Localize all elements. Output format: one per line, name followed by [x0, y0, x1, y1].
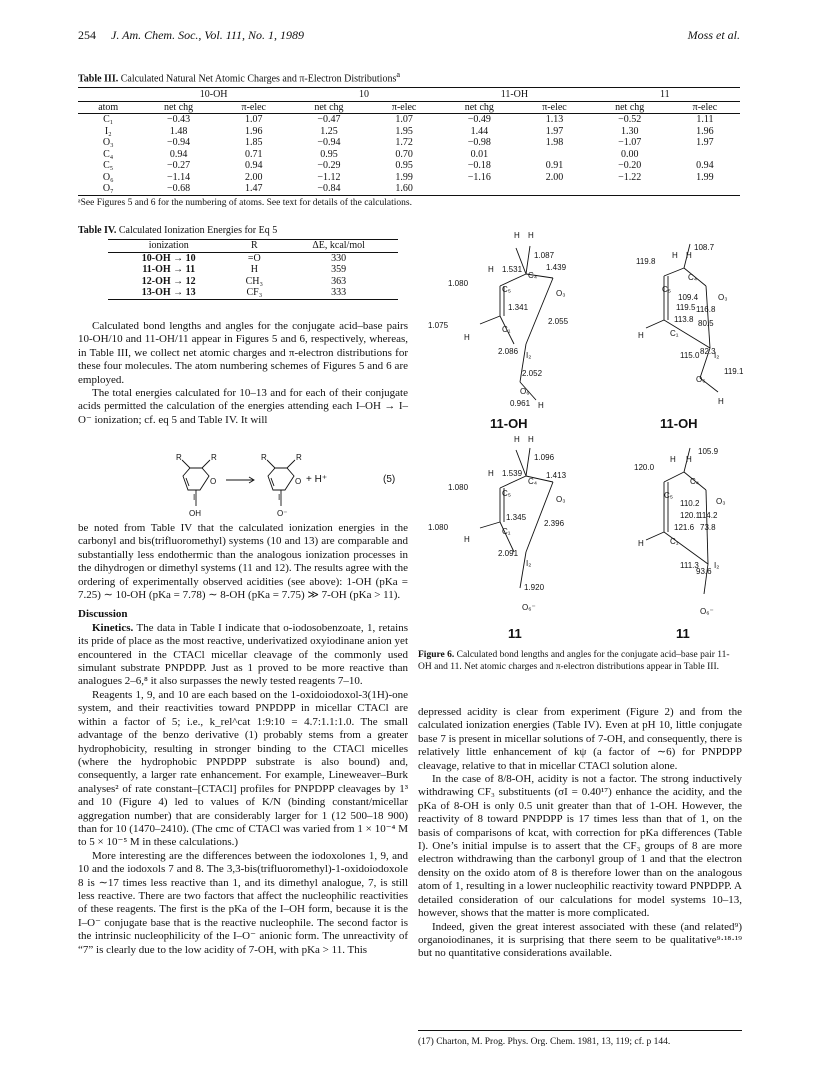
structure-label: H [528, 435, 534, 444]
structure-label: 1.345 [506, 513, 527, 522]
figure-6-caption: Figure 6. Calculated bond lengths and angles for the conjugate acid–base pair 11-OH and 11. Net atomic charges and π-electron distributions appear in Table III. [418, 650, 730, 672]
structure-label: C₅ [664, 491, 673, 500]
value-cell [519, 183, 589, 195]
value-cell: 1.30 [620, 125, 639, 137]
structure-title: 11-OH [490, 416, 528, 431]
value-cell: −0.94 [317, 137, 341, 149]
value-cell: 1.25 [320, 125, 338, 137]
value-cell: 13-OH → 13 [108, 287, 229, 299]
value-cell: 1.60 [369, 183, 439, 195]
structure-title: 11-OH [660, 416, 698, 431]
paragraph: In the case of 8/8-OH, acidity is not a factor. The strong inductively withdrawing CF₃ substituents (σI = 0.40¹⁷) enhance the acidity, and the pKa of 8-OH is only 0.5 unit greater than that of 1-OH. However, the reactivity of 8 toward PNPDPP is 17 times less than that of 1, on the basis of comparisons of kcat, with correction for pKa differences (Table I). One’s initial impulse is to assert that the CF₃ groups of 8 are more electron withdrawing than the carbonyl group of 1 and that the electron density on the oxido atom of 8 is therefore lower than on the analogous atom of 1, resulting in a lower nucleophilic reactivity toward PNPDPP. A detailed consideration of our calculations for model systems 10–13, however, shows that the matter is more complicated. [418, 773, 742, 920]
value-cell: 0.01 [470, 148, 489, 160]
structure-label: H [514, 435, 520, 444]
table-4 [78, 224, 408, 300]
structure-label: C₁ [670, 329, 679, 338]
value-cell: 1.13 [545, 114, 564, 126]
col-header: net chg [590, 101, 670, 114]
structure-label: 2.055 [548, 317, 569, 326]
eq-i: I [193, 493, 196, 502]
structure-label: 1.439 [546, 263, 567, 272]
structure-label: C₄ [688, 273, 698, 282]
eq-oh: OH [189, 509, 201, 518]
structure-label: 1.920 [524, 583, 545, 592]
value-cell [590, 183, 670, 195]
value-cell: 1.97 [696, 137, 714, 149]
value-cell: −0.84 [289, 183, 369, 195]
col-header: atom [78, 101, 138, 114]
structure-label: O₃ [716, 497, 726, 506]
value-cell: CH₃ [245, 275, 264, 287]
table-3-footnote: ᵃSee Figures 5 and 6 for the numbering of atoms. See text for details of the calculations. [78, 197, 412, 208]
structure-label: H [638, 331, 644, 340]
structure-label: 119.5 [676, 303, 696, 312]
left-column-top [78, 320, 408, 427]
value-cell: 1.72 [395, 137, 413, 149]
col-header: net chg [138, 101, 218, 114]
value-cell [670, 183, 740, 195]
value-cell: 2.00 [245, 171, 263, 183]
value-cell: 333 [279, 287, 398, 299]
running-header [78, 28, 740, 43]
structure-label: 82.3 [700, 347, 716, 356]
structure-label: 116.8 [696, 305, 716, 314]
atom-cell: O₇ [78, 183, 138, 195]
structure-label: H [718, 397, 724, 406]
value-cell: −1.16 [467, 171, 491, 183]
table-row [78, 183, 740, 195]
col-header: net chg [439, 101, 519, 114]
table-row [78, 114, 740, 126]
value-cell: −0.47 [317, 114, 341, 126]
structure-label: C₅ [502, 285, 511, 294]
col-header: R [229, 240, 279, 253]
paragraph: be noted from Table IV that the calculated ionization energies in the carbonyl and bis(trifluoromethyl) systems (10 and 13) are comparable and substantially less endothermic than the analogous ionization processes in the dihydrogen or dimethyl systems (11 and 12). The results agree with the ordering of experimentally observed acidities (see above): 1-OH (pKa = 7.25) ∼ 10-OH (pKa = 7.78) ∼ 8-OH (pKa = 7.75) ≫ 7-OH (pKa > 11). [78, 522, 408, 602]
value-cell: 0.71 [245, 148, 263, 160]
group-header: 10-OH [138, 88, 288, 102]
structure-label: 2.396 [544, 519, 565, 528]
table-row [78, 172, 740, 184]
page-footnote: (17) Charton, M. Prog. Phys. Org. Chem. 1981, 13, 119; cf. p 144. [418, 1030, 742, 1047]
eq-o-minus: O⁻ [277, 509, 288, 518]
value-cell: 1.96 [245, 125, 263, 137]
paragraph: depressed acidity is clear from experiment (Figure 2) and from the calculated ionization energies (Table IV). Even at pH 10, little conjugate base 7 is present in micellar solutions of 7-OH, and consequently, there is relatively little enhancement of kψ (a factor of ∼6) for PNPDPP cleavage, relative to that in micellar CTACl solution alone. [418, 706, 742, 772]
table-3-caption: Table III. Calculated Natural Net Atomic Charges and π-Electron Distributions$^a$ [78, 70, 401, 85]
group-header: 10 [289, 88, 439, 102]
structure-label: H [638, 539, 644, 548]
value-cell: 0.95 [320, 148, 338, 160]
value-cell: 0.94 [696, 160, 714, 172]
value-cell: −0.20 [618, 160, 642, 172]
structure-label: 1.096 [534, 453, 555, 462]
value-cell: 12-OH → 12 [141, 275, 196, 287]
left-column-bottom [78, 522, 408, 957]
value-cell: =O [247, 252, 261, 264]
value-cell: 1.07 [245, 114, 263, 126]
value-cell: 1.07 [395, 114, 413, 126]
structure-title: 11 [508, 626, 522, 641]
structure-label: 1.531 [502, 265, 523, 274]
structure-label: H [686, 251, 692, 260]
table-3 [78, 68, 740, 208]
value-cell: 0.70 [395, 148, 413, 160]
page-number: 254 [78, 28, 96, 42]
col-header: ionization [108, 240, 229, 253]
eq-r-right: R [211, 453, 217, 462]
structure-label: H [686, 455, 692, 464]
structure-label: C₅ [502, 489, 511, 498]
structure-label: 120.1 [680, 511, 701, 520]
value-cell: −0.68 [138, 183, 218, 195]
value-cell: 11-OH → 11 [142, 264, 196, 275]
value-cell: 10-OH → 10 [141, 252, 196, 264]
table-row [108, 252, 398, 264]
structure-label: C₄ [528, 271, 538, 280]
paragraph: Kinetics. The data in Table I indicate that o-iodosobenzoate, 1, retains its pride of place as the most reactive, underivatized oxyiodinane anion yet encountered in the CTACl micellar cleavage of the commonly used simulant substrate PNPDPP. Just as 1 proved to be more reactive than analogues 2–6,⁸ it also surpasses the newly tested reagents 7–10. [78, 621, 408, 688]
structure-label: O₃ [718, 293, 728, 302]
structure-label: H [528, 231, 534, 240]
value-cell [670, 149, 740, 161]
authors: Moss et al. [687, 28, 740, 42]
structure-label: C₄ [528, 477, 538, 486]
col-header: ΔE, kcal/mol [279, 240, 398, 253]
table-4-caption: Table IV. Calculated Ionization Energies for Eq 5 [78, 225, 278, 236]
structure-label: C₅ [662, 285, 671, 294]
value-cell: −0.49 [467, 114, 491, 126]
eq-r-left: R [176, 453, 182, 462]
structure-label: I₂ [714, 561, 720, 570]
col-header: π-elec [219, 101, 289, 114]
structure-label: H [464, 333, 470, 342]
structure-label: 1.539 [502, 469, 523, 478]
structure-label: 115.0 [680, 351, 700, 360]
value-cell: −1.12 [317, 171, 341, 183]
structure-label: H [514, 231, 520, 240]
value-cell [519, 149, 589, 161]
structure-label: C₁ [670, 537, 679, 546]
value-cell: 0.00 [620, 148, 639, 160]
structure-label: O₆⁻ [700, 607, 714, 616]
value-cell: 1.97 [545, 125, 564, 137]
col-header: π-elec [369, 101, 439, 114]
value-cell: 1.98 [545, 137, 564, 149]
group-header: 11 [590, 88, 740, 102]
structure-label: 121.6 [674, 523, 695, 532]
atom-cell: O₆ [102, 171, 114, 183]
table-row [108, 287, 398, 299]
structure-label: 93.6 [696, 567, 712, 576]
right-column [418, 706, 742, 961]
structure-label: 2.086 [498, 347, 519, 356]
structure-label: H [670, 455, 676, 464]
value-cell: 1.47 [219, 183, 289, 195]
value-cell: 1.44 [470, 125, 489, 137]
structure-label: 120.0 [634, 463, 655, 472]
value-cell: 0.95 [395, 160, 413, 172]
value-cell: 363 [331, 275, 347, 287]
table-4-grid [108, 239, 398, 300]
atom-cell: C₄ [103, 148, 114, 160]
structure-label: 1.080 [448, 483, 469, 492]
eq-o-ring-2: O [295, 477, 302, 486]
structure-label: C₄ [690, 477, 700, 486]
value-cell: −1.07 [618, 137, 642, 149]
value-cell: CF₃ [229, 287, 279, 299]
journal-citation: J. Am. Chem. Soc., Vol. 111, No. 1, 1989 [111, 28, 304, 42]
structure-label: 0.961 [510, 399, 531, 408]
value-cell: −0.43 [167, 114, 191, 126]
table-row [78, 137, 740, 149]
eq-o-ring: O [210, 477, 217, 486]
structure-label: 110.2 [680, 499, 700, 508]
value-cell: 1.95 [395, 125, 413, 137]
structure-label: 1.075 [428, 321, 449, 330]
structure-label: O₆⁻ [522, 603, 536, 612]
structure-label: 105.9 [698, 447, 719, 456]
value-cell: 1.85 [245, 137, 263, 149]
value-cell: 1.96 [696, 125, 714, 137]
structure-label: 113.8 [674, 315, 694, 324]
value-cell: 0.94 [245, 160, 263, 172]
value-cell: −0.29 [317, 160, 341, 172]
structure-label: O₃ [556, 495, 566, 504]
value-cell: 0.91 [545, 160, 564, 172]
structure-label: 73.8 [700, 523, 716, 532]
value-cell: 1.11 [696, 114, 714, 126]
value-cell: 0.94 [169, 148, 188, 160]
value-cell: −1.14 [167, 171, 191, 183]
structure-label: I₂ [526, 351, 532, 360]
eq-plus-h: + H⁺ [306, 474, 328, 485]
paragraph: Calculated bond lengths and angles for the conjugate acid–base pairs 10-OH/10 and 11-OH/11 appear in Figures 5 and 6, respectively, whereas, in Table III, we collect net atomic charges and π-electron distributions for these four molecules. The atom numbering schemes of Figures 5 and 6 are employed. [78, 320, 408, 386]
equation-5 [78, 452, 408, 522]
value-cell: 1.99 [395, 171, 413, 183]
structure-label: 119.1 [724, 367, 744, 376]
value-cell: H [250, 264, 258, 275]
table-row [78, 126, 740, 138]
structure-label: 114.2 [698, 511, 718, 520]
paragraph: Reagents 1, 9, and 10 are each based on the 1-oxidoiodoxol-3(1H)-one system, and their reactivities toward PNPDPP in micellar CTACl are within a factor of 5; i.e., k_rel^cat 1:9:10 = 4.7:1.1:1.0. The small advantage of the benzo derivative (1) probably stems from a greater hydrophobicity, resulting in stronger binding to the CTACl micelles (where the hydrophobic PNPDPP substrate is also bound) and, consequently, a larger rate enhancement. For example, Lineweaver–Burk analyses² of rate constant–[CTACl] profiles for PNPDPP cleavages by 1³ and 10 (Figure 4) led to values of K/N (binding constant/micellar aggregation number) that are considerably larger for 1 (12 500–18 900) than for 10 (1470–2410). (The cmc of CTACl was varied from 1 × 10⁻⁴ M to 5 × 10⁻⁵ M in these calculations.) [78, 688, 408, 849]
structure-label: 1.080 [448, 279, 469, 288]
structure-label: 1.413 [546, 471, 567, 480]
paragraph: Indeed, given the great interest associated with these (and related⁹) organoiodinanes, it is surprising that there seem to be qualitative⁹·¹⁸·¹⁹ but no quantitative considerations available. [418, 920, 742, 960]
structure-label: 109.4 [678, 293, 699, 302]
structure-label: C₁ [502, 527, 511, 536]
value-cell: −0.27 [167, 160, 191, 172]
value-cell: −0.98 [467, 137, 491, 149]
structure-label: O₆ [696, 375, 706, 384]
structure-label: H [488, 265, 494, 274]
group-header: 11-OH [439, 88, 589, 102]
eq-r-right-2: R [296, 453, 302, 462]
structure-label: 111.3 [680, 561, 699, 570]
value-cell: 2.00 [545, 171, 564, 183]
structure-label: I₂ [714, 351, 720, 360]
structure-label: 2.052 [522, 369, 543, 378]
col-header: net chg [289, 101, 369, 114]
table-row [108, 264, 398, 276]
structure-label: I₂ [526, 559, 532, 568]
table-row [78, 160, 740, 172]
value-cell: −0.18 [467, 160, 491, 172]
atom-cell: C₁ [103, 114, 114, 126]
section-heading: Discussion [78, 608, 128, 621]
structure-label: H [672, 251, 678, 260]
value-cell: −1.22 [618, 171, 642, 183]
structure-label: C₁ [502, 325, 511, 334]
structure-label: 1.087 [534, 251, 555, 260]
structure-label: 119.8 [636, 257, 656, 266]
structure-title: 11 [676, 626, 690, 641]
eq-r-left-2: R [261, 453, 267, 462]
value-cell: 359 [331, 264, 347, 275]
eq-i-2: I [278, 493, 281, 502]
structure-label: H [464, 535, 470, 544]
structure-label: O₆ [520, 387, 530, 396]
paragraph: More interesting are the differences between the iodoxolones 1, 9, and 10 and the iodoxols 7 and 8. The 3,3-bis(trifluoromethyl)-1-oxidoiodoxole 8 is ∼17 times less reactive than 1, and its dimethyl analogue, 7, is still less reactive. There are two factors that affect the nucleophilic reactivities of these reagents. The first is the pKa of the I–OH form, because it is the I–O⁻ conjugate base that is the reactive nucleophile. The second factor is the intrinsic nucleophilicity of the I–O⁻ anionic form. The unreactivity of “7” is clearly due to the low acidity of 7-OH, with pKa > 11. This [78, 849, 408, 956]
structure-label: 108.7 [694, 243, 715, 252]
col-header: π-elec [519, 101, 589, 114]
col-header: π-elec [670, 101, 740, 114]
structure-label: O₃ [556, 289, 566, 298]
atom-cell: O₃ [102, 137, 114, 149]
structure-label: 1.341 [508, 303, 529, 312]
value-cell: −0.52 [618, 114, 642, 126]
structure-label: H [538, 401, 544, 410]
value-cell: −0.94 [167, 137, 191, 149]
structure-label: 2.091 [498, 549, 519, 558]
value-cell: 1.99 [696, 171, 714, 183]
value-cell: 330 [331, 252, 347, 264]
table-3-grid [78, 87, 740, 196]
structure-label: 1.080 [428, 523, 449, 532]
atom-cell: C₅ [103, 160, 114, 172]
atom-cell: I₂ [104, 125, 112, 137]
value-cell: 1.48 [169, 125, 188, 137]
figure-6 [418, 228, 748, 648]
structure-label: 80.5 [698, 319, 714, 328]
eq-number: (5) [383, 474, 396, 485]
paragraph: The total energies calculated for 10–13 and for each of their conjugate acids permitted the calculation of the energies attending each I–OH → I–O⁻ ionization; cf. eq 5 and Table IV. It will [78, 387, 408, 426]
structure-label: H [488, 469, 494, 478]
value-cell [439, 183, 519, 195]
table-row [108, 276, 398, 288]
table-row [78, 149, 740, 161]
